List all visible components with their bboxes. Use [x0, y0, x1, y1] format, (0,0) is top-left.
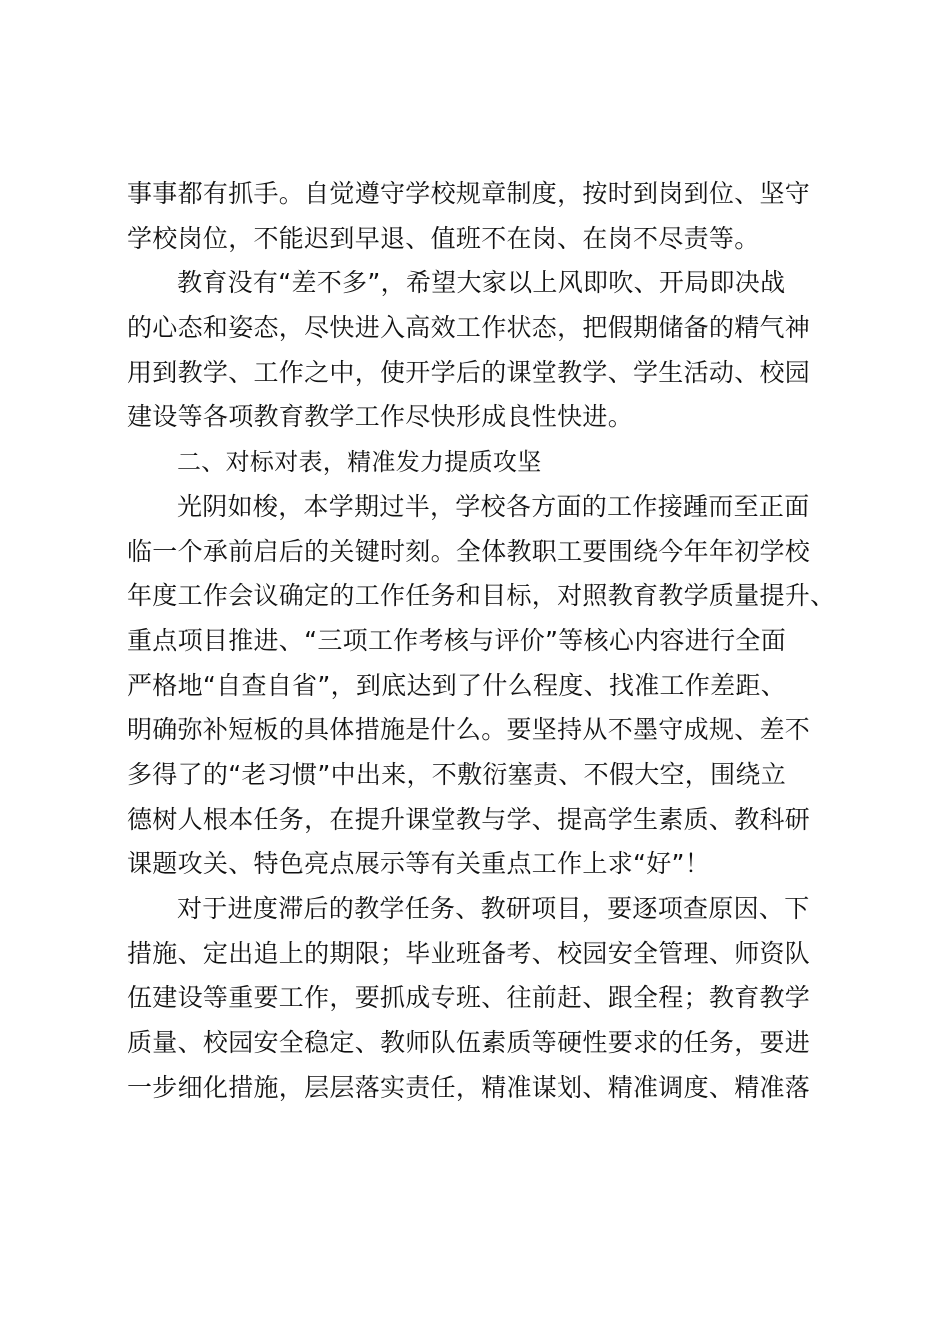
paragraph-line: 光阴如梭，本学期过半，学校各方面的工作接踵而至正面: [177, 491, 810, 521]
paragraph-line: 措施、定出追上的期限；毕业班备考、校园安全管理、师资队: [127, 938, 811, 968]
paragraph-line: 事事都有抓手。自觉遵守学校规章制度，按时到岗到位、坚守: [127, 179, 811, 208]
section-heading: 二、对标对表，精准发力提质攻坚: [177, 448, 542, 477]
paragraph-line: 的心态和姿态，尽快进入高效工作状态，把假期储备的精气神: [127, 313, 811, 343]
paragraph-line: 学校岗位，不能迟到早退、值班不在岗、在岗不尽责等。: [127, 223, 760, 253]
paragraph-line: 用到教学、工作之中，使开学后的课堂教学、学生活动、校园: [127, 357, 811, 387]
paragraph-line: 教育没有“差不多”，希望大家以上风即吹、开局即决战: [177, 268, 786, 298]
paragraph-line: 对于进度滞后的教学任务、教研项目，要逐项查原因、下: [177, 894, 810, 923]
paragraph-line: 建设等各项教育教学工作尽快形成良性快进。: [127, 402, 634, 432]
paragraph-line: 明确弥补短板的具体措施是什么。要坚持从不墨守成规、差不: [127, 715, 811, 745]
paragraph-line: 德树人根本任务，在提升课堂教与学、提高学生素质、教科研: [127, 804, 811, 834]
paragraph-line: 多得了的“老习惯”中出来，不敷衍塞责、不假大空，围绕立: [127, 759, 787, 789]
paragraph-line: 课题攻关、特色亮点展示等有关重点工作上求“好”！: [127, 849, 711, 879]
paragraph-line: 一步细化措施，层层落实责任，精准谋划、精准调度、精准落: [127, 1072, 811, 1102]
paragraph-line: 临一个承前启后的关键时刻。全体教职工要围绕今年年初学校: [127, 536, 811, 566]
paragraph-line: 伍建设等重要工作，要抓成专班、往前赶、跟全程；教育教学: [127, 983, 811, 1013]
paragraph-line: 重点项目推进、“三项工作考核与评价”等核心内容进行全面: [127, 625, 787, 655]
document-body: [127, 172, 849, 1110]
paragraph-line: 严格地“自查自省”，到底达到了什么程度、找准工作差距、: [127, 670, 787, 700]
paragraph-line: 年度工作会议确定的工作任务和目标，对照教育教学质量提升、: [127, 581, 836, 611]
paragraph-line: 质量、校园安全稳定、教师队伍素质等硬性要求的任务，要进: [127, 1028, 811, 1058]
